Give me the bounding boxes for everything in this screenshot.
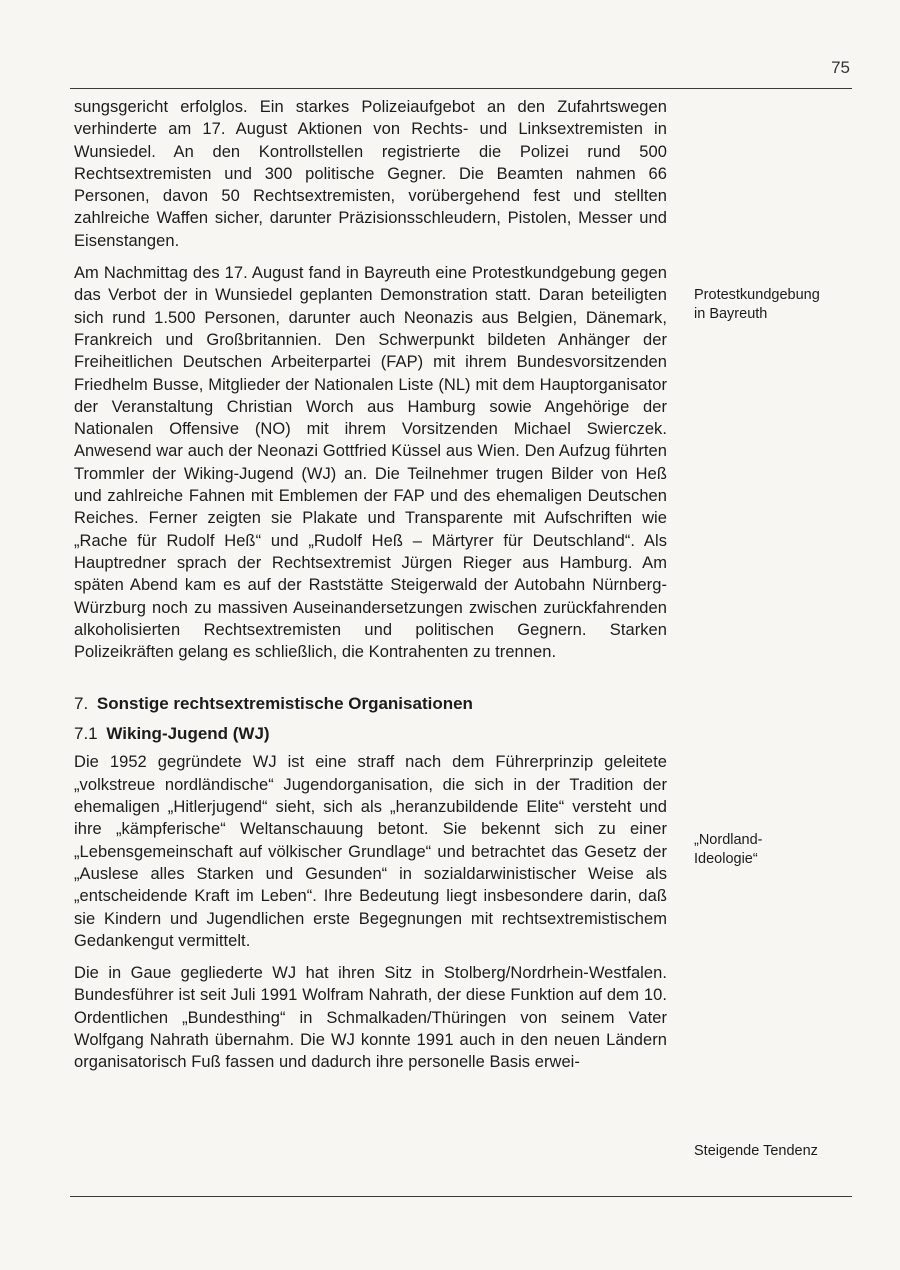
subsection-heading [74, 723, 667, 745]
footer-rule [70, 1196, 852, 1197]
section-number: 7. [74, 694, 89, 714]
margin-note-protest-line1: Protestkundgebung [694, 287, 820, 303]
subsection-number: 7.1 [74, 724, 98, 744]
margin-note-ideology [694, 831, 859, 869]
margin-note-protest-line2: in Bayreuth [694, 306, 768, 322]
paragraph-wj-structure: Die in Gaue gegliederte WJ hat ihren Sitz in Stolberg/Nordrhein-Westfalen. Bundesführer ist seit Juli 1991 Wolfram Nahrath, der diese Funktion auf dem 10. Ordentlichen „Bundesthing“ in Schmalkaden/Thüringen von seinem Vater Wolfgang Nahrath übernahm. Die WJ konnte 1991 auch in den neuen Ländern organisatorisch Fuß fassen und dadurch ihre personelle Basis erwei- [74, 964, 667, 1072]
paragraph-wj-ideology: Die 1952 gegründete WJ ist eine straff nach dem Führerprinzip geleitete „volkstreue nordländische“ Jugendorganisation, die sich in der Tradition der ehemaligen „Hitlerjugend“ sieht, sich als „heranzubildende Elite“ versteht und ihre „kämpferische“ Weltanschauung betont. Sie bekennt sich zu einer „Lebensgemeinschaft auf völkischer Grundlage“ und betrachtet das Gesetz der „Auslese alles Starken und Gesunden“ in sozialdarwinistischer Weise als „entscheidende Kraft im Leben“. Ihre Bedeutung liegt insbesondere darin, daß sie Kindern und Jugendlichen erste Begegnungen mit rechtsextremistischem Gedankengut vermittelt. [74, 753, 667, 950]
main-text-column [74, 96, 667, 1084]
header-rule [70, 88, 852, 89]
margin-note-tendency: Steigende Tendenz [694, 1143, 818, 1159]
section-title: Sonstige rechtsextremistische Organisationen [96, 694, 473, 714]
page-number: 75 [831, 58, 850, 77]
section-heading [74, 693, 667, 715]
subsection-title: Wiking-Jugend (WJ) [106, 724, 270, 744]
margin-note-protest [694, 286, 859, 324]
paragraph-wunsiedel: sungsgericht erfolglos. Ein starkes Polizeiaufgebot an den Zufahrtswegen verhinderte am 17. August Aktionen von Rechts- und Linksextremisten in Wunsiedel. An den Kontrollstellen registrierte die Polizei rund 500 Rechtsextremisten und 300 politische Gegner. Die Beamten nahmen 66 Personen, davon 50 Rechtsextremisten, vorübergehend fest und stellten zahlreiche Waffen sicher, darunter Präzisionsschleudern, Pistolen, Messer und Eisenstangen. [74, 98, 667, 250]
paragraph-bayreuth: Am Nachmittag des 17. August fand in Bayreuth eine Protestkundgebung gegen das Verbot der in Wunsiedel geplanten Demonstration statt. Daran beteiligten sich rund 1.500 Personen, darunter auch Neonazis aus Belgien, Dänemark, Frankreich und Großbritannien. Den Schwerpunkt bildeten Anhänger der Freiheitlichen Deutschen Arbeiterpartei (FAP) mit ihrem Bundesvorsitzenden Friedhelm Busse, Mitglieder der Nationalen Liste (NL) mit dem Hauptorganisator der Veranstaltung Christian Worch aus Hamburg sowie Angehörige der Nationalen Offensive (NO) mit ihrem Vorsitzenden Michael Swierczek. Anwesend war auch der Neonazi Gottfried Küssel aus Wien. Den Aufzug führten Trommler der Wiking-Jugend (WJ) an. Die Teilnehmer trugen Bilder von Heß und zahlreiche Fahnen mit Emblemen der FAP und des ehemaligen Deutschen Reiches. Ferner zeigten sie Plakate und Transparente mit Aufschriften wie „Rache für Rudolf Heß“ und „Rudolf Heß – Märtyrer für Deutschland“. Als Hauptredner sprach der Rechtsextremist Jürgen Rieger aus Hamburg. Am späten Abend kam es auf der Raststätte Steigerwald der Autobahn Nürnberg-Würzburg noch zu massiven Auseinandersetzungen zwischen zurückfahrenden alkoholisierten Rechtsextremisten und politischen Gegnern. Starken Polizeikräften gelang es schließlich, die Kontrahenten zu trennen. [74, 264, 667, 662]
margin-note-ideology-line1: „Nordland- [694, 832, 763, 848]
margin-note-ideology-line2: Ideologie“ [694, 851, 758, 867]
